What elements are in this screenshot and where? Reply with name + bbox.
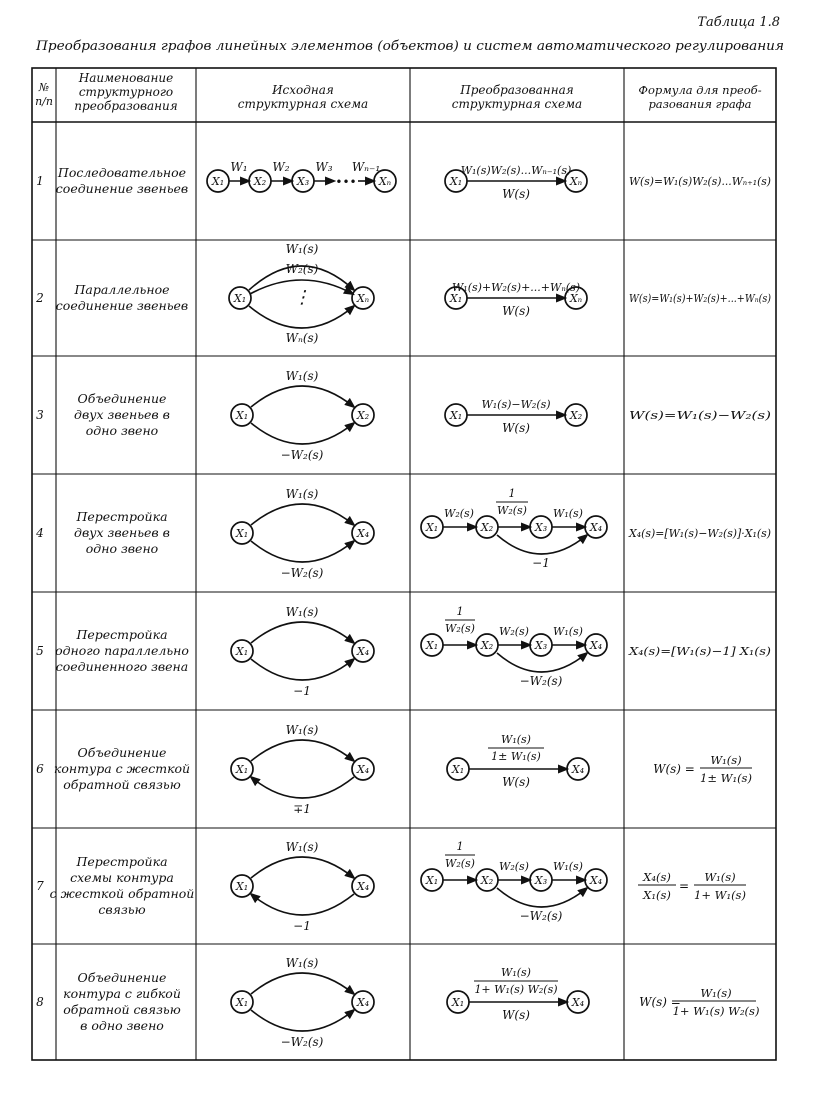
graph-node-label: X₁ — [235, 645, 249, 658]
graph-node-label: Xₙ — [569, 175, 583, 188]
row-number: 8 — [36, 995, 44, 1009]
graph-node — [231, 758, 253, 780]
graph-node-label: X₄ — [356, 645, 370, 658]
graph-node-label: X₄ — [589, 639, 603, 652]
result-graph — [445, 164, 587, 201]
formula-text: W(s)=W₁(s)W₂(s)...Wₙ₊₁(s) — [629, 174, 771, 188]
transform-formula — [653, 753, 752, 785]
transform-formula — [629, 291, 771, 305]
result-graph — [447, 733, 589, 789]
source-graph — [231, 956, 374, 1049]
graph-node-label: Xₙ — [378, 175, 392, 188]
transform-formula — [628, 644, 771, 658]
graph-node-label: X₁ — [235, 763, 249, 776]
graph-node — [447, 758, 469, 780]
graph-node — [530, 516, 552, 538]
graph-edge — [251, 973, 354, 994]
source-graph — [207, 160, 396, 192]
edge-label: W(s) — [502, 304, 530, 318]
table-number: Таблица 1.8 — [697, 15, 780, 30]
fraction-numerator: W₁(s) — [700, 986, 732, 1000]
header-num-line: № — [38, 81, 50, 94]
edge-label: W₁(s) — [285, 723, 319, 737]
edge-label: W(s) — [502, 1008, 530, 1022]
graph-node — [231, 522, 253, 544]
source-graph — [231, 369, 374, 462]
result-graph — [445, 398, 587, 435]
fraction-denominator: W₂(s) — [497, 504, 527, 517]
graph-node-label: X₁ — [235, 409, 249, 422]
transform-formula — [629, 408, 771, 422]
graph-node — [231, 875, 253, 897]
edge-label: W₁(s) — [285, 956, 319, 970]
graph-node — [421, 516, 443, 538]
header-source-line: Исходная — [272, 83, 334, 97]
fraction-numerator: W₁(s) — [501, 733, 531, 746]
graph-node — [476, 516, 498, 538]
header-formula-line: разования графа — [648, 97, 752, 111]
edge-label: Wₙ(s) — [285, 331, 319, 345]
graph-node — [585, 869, 607, 891]
fraction-numerator: 1 — [456, 605, 464, 618]
graph-node-label: X₂ — [480, 639, 494, 652]
graph-node — [231, 991, 253, 1013]
row-number: 5 — [36, 644, 44, 658]
fraction-numerator: W₁(s) — [704, 870, 736, 884]
edge-label: −W₂(s) — [519, 909, 563, 923]
edge-label: W₂(s) — [285, 262, 319, 276]
header-name-line: Наименование — [78, 71, 174, 85]
edge-label: −1 — [293, 684, 311, 698]
row-number: 4 — [36, 526, 44, 540]
header-formula-line: Формула для преоб- — [638, 83, 762, 97]
transform-name: Перестройка — [76, 627, 168, 642]
transform-name: с жесткой обратной — [49, 886, 195, 901]
graph-node — [352, 522, 374, 544]
fraction-denominator: 1± W₁(s) — [491, 750, 541, 763]
source-graph — [231, 605, 374, 698]
fraction-numerator: 1 — [456, 840, 464, 853]
edge-label: W₁(s) — [553, 507, 583, 520]
edge-label: W(s) — [502, 187, 530, 201]
edge-label: −W₂(s) — [280, 1035, 324, 1049]
graph-edge — [251, 386, 354, 407]
edge-label: W₁(s)W₂(s)...Wₙ₋₁(s) — [460, 164, 572, 177]
transform-name: соединение звеньев — [55, 298, 189, 313]
edge-label: −W₂(s) — [280, 448, 324, 462]
graph-node — [352, 287, 374, 309]
table-row — [36, 160, 771, 201]
graph-node — [207, 170, 229, 192]
transform-name: обратной связью — [63, 777, 181, 792]
transform-formula — [629, 174, 771, 188]
graph-node-label: X₄ — [356, 880, 370, 893]
graph-node — [476, 869, 498, 891]
graph-node-label: X₃ — [534, 521, 548, 534]
table-row — [36, 605, 771, 698]
graph-node-label: X₄ — [571, 996, 585, 1009]
table-row — [35, 487, 771, 580]
graph-node — [292, 170, 314, 192]
graph-node-label: X₁ — [449, 175, 463, 188]
transform-name: одно звено — [85, 541, 159, 556]
graph-node — [445, 404, 467, 426]
formula-text: X₄(s)=[W₁(s)−W₂(s)]·X₁(s) — [628, 526, 771, 540]
graph-edge — [251, 857, 354, 878]
graph-node — [447, 991, 469, 1013]
edge-label: W₂(s) — [499, 625, 529, 638]
graph-edge — [251, 1010, 354, 1031]
edge-label: Wₙ₋₁ — [351, 160, 381, 174]
graph-node — [476, 634, 498, 656]
transform-name: обратной связью — [63, 1002, 181, 1017]
graph-edge — [251, 622, 354, 643]
graph-edge — [251, 777, 354, 798]
fraction-numerator: W₁(s) — [710, 753, 742, 767]
transform-name: Объединение — [77, 970, 167, 985]
graph-node-label: X₁ — [449, 409, 463, 422]
transform-name: двух звеньев в — [74, 407, 170, 422]
edge-label: W₂(s) — [444, 507, 474, 520]
header-name-line: структурного — [78, 85, 174, 99]
graph-node-label: X₁ — [451, 996, 465, 1009]
edge-label: W₁(s) — [553, 860, 583, 873]
graph-node — [352, 758, 374, 780]
row-number: 7 — [36, 879, 44, 893]
table-caption: Преобразования графов линейных элементов (объектов) и систем автоматического регулирования — [34, 39, 785, 54]
graph-node-label: X₁ — [211, 175, 225, 188]
result-graph — [447, 966, 589, 1022]
ellipsis-dots: ••• — [335, 175, 357, 189]
edge-label: −1 — [532, 556, 550, 570]
graph-node — [231, 404, 253, 426]
graph-node — [249, 170, 271, 192]
transform-name: схемы контура — [70, 870, 174, 885]
graph-node-label: X₁ — [425, 639, 439, 652]
graph-node — [585, 516, 607, 538]
graph-node — [530, 634, 552, 656]
graph-node-label: X₂ — [253, 175, 267, 188]
graph-node-label: Xₙ — [356, 292, 370, 305]
result-graph — [421, 840, 607, 923]
edge-label: W₁(s) — [285, 487, 319, 501]
table-row — [36, 840, 746, 933]
transform-formula — [638, 870, 746, 902]
formula-text: W(s)=W₁(s)+W₂(s)+...+Wₙ(s) — [629, 291, 771, 305]
graph-edge — [251, 423, 354, 444]
ellipsis-dots: ⋮ — [293, 287, 311, 308]
table-row — [36, 723, 752, 816]
fraction-denominator: 1+ W₁(s) — [694, 888, 746, 902]
row-number: 2 — [36, 291, 44, 305]
fraction-denominator: 1+ W₁(s) W₂(s) — [474, 983, 558, 996]
formula-text: X₄(s)=[W₁(s)−1] X₁(s) — [627, 644, 771, 658]
edge-label: −W₂(s) — [280, 566, 324, 580]
graph-node-label: X₄ — [589, 874, 603, 887]
graph-node — [352, 875, 374, 897]
graph-node-label: X₁ — [233, 292, 247, 305]
graph-node-label: X₂ — [480, 521, 494, 534]
fraction-denominator: W₂(s) — [445, 622, 475, 635]
graph-edge — [251, 541, 354, 562]
transform-name: Объединение — [77, 745, 167, 760]
graph-node-label: X₁ — [235, 996, 249, 1009]
fraction-denominator: 1± W₁(s) — [700, 771, 752, 785]
source-graph — [231, 723, 374, 816]
fraction-numerator: X₄(s) — [643, 870, 671, 884]
graph-node-label: X₁ — [425, 521, 439, 534]
row-number: 3 — [36, 408, 44, 422]
edge-label: W₁(s) — [285, 369, 319, 383]
transform-name: одно звено — [85, 423, 159, 438]
graph-node-label: X₂ — [480, 874, 494, 887]
graph-node-label: X₁ — [425, 874, 439, 887]
transform-name: связью — [98, 902, 146, 917]
transform-name: соединенного звена — [55, 659, 189, 674]
source-graph — [229, 242, 374, 345]
formula-lhs: W(s) = — [639, 995, 681, 1009]
fraction-numerator: 1 — [508, 487, 516, 500]
graph-node — [231, 640, 253, 662]
edge-label: −W₂(s) — [519, 674, 563, 688]
graph-node — [352, 404, 374, 426]
graph-node — [567, 758, 589, 780]
graph-node-label: X₄ — [356, 763, 370, 776]
graph-node-label: X₄ — [571, 763, 585, 776]
table-header — [35, 71, 762, 113]
header-result-line: Преобразованная — [460, 83, 574, 97]
fraction-denominator: X₁(s) — [643, 888, 671, 902]
result-graph — [421, 605, 607, 688]
source-graph — [231, 840, 374, 933]
table-body — [35, 160, 771, 1049]
row-number: 1 — [36, 174, 44, 188]
table-row — [36, 369, 771, 462]
edge-label: W(s) — [502, 775, 530, 789]
graph-node — [229, 287, 251, 309]
table-row — [36, 956, 759, 1049]
edge-label: W₁(s) — [285, 242, 319, 256]
graph-node-label: X₃ — [296, 175, 310, 188]
formula-lhs: W(s) = — [653, 762, 695, 776]
graph-node — [352, 640, 374, 662]
result-graph — [445, 281, 587, 318]
transform-name: Объединение — [77, 391, 167, 406]
transform-name: Параллельное — [74, 282, 170, 297]
row-number: 6 — [36, 762, 44, 776]
graph-node — [567, 991, 589, 1013]
header-num-line: п/п — [35, 95, 53, 108]
edge-label: W₁(s) — [285, 605, 319, 619]
graph-node-label: X₁ — [449, 292, 463, 305]
transform-name: Перестройка — [76, 854, 168, 869]
graph-edge — [251, 659, 354, 680]
result-graph — [421, 487, 607, 570]
transform-name: одного параллельно — [55, 643, 189, 658]
graph-node — [530, 869, 552, 891]
graph-edge — [251, 740, 354, 761]
graph-node-label: X₁ — [235, 880, 249, 893]
transform-name: двух звеньев в — [74, 525, 170, 540]
graph-node-label: X₄ — [356, 996, 370, 1009]
graph-node-label: X₂ — [356, 409, 370, 422]
edge-label: W₁ — [230, 160, 248, 174]
source-graph — [231, 487, 374, 580]
graph-node — [352, 991, 374, 1013]
graph-node-label: X₂ — [569, 409, 583, 422]
graph-node-label: X₃ — [534, 874, 548, 887]
transform-name: контура с жесткой — [53, 761, 191, 776]
edge-label: W₁(s)−W₂(s) — [481, 398, 551, 411]
edge-label: W₂(s) — [499, 860, 529, 873]
graph-node-label: X₁ — [451, 763, 465, 776]
graph-edge — [251, 504, 354, 525]
graph-node — [421, 634, 443, 656]
fraction-numerator: W₁(s) — [501, 966, 531, 979]
edge-label: W(s) — [502, 421, 530, 435]
edge-label: W₃ — [315, 160, 333, 174]
edge-label: W₁(s) — [285, 840, 319, 854]
edge-label: W₁(s)+W₂(s)+...+Wₙ(s) — [451, 281, 581, 294]
graph-node-label: Xₙ — [569, 292, 583, 305]
graph-node — [585, 634, 607, 656]
transform-formula — [639, 986, 759, 1018]
header-name-line: преобразования — [74, 99, 178, 113]
graph-node — [421, 869, 443, 891]
transform-name: контура с гибкой — [63, 986, 181, 1001]
equals-sign: = — [678, 879, 690, 893]
fraction-denominator: 1+ W₁(s) W₂(s) — [672, 1004, 760, 1018]
transform-name: Перестройка — [76, 509, 168, 524]
graph-node — [565, 404, 587, 426]
graph-node-label: X₁ — [235, 527, 249, 540]
edge-label: W₂ — [272, 160, 290, 174]
transform-name: в одно звено — [80, 1018, 164, 1033]
graph-node-label: X₃ — [534, 639, 548, 652]
transform-name: соединение звеньев — [55, 181, 189, 196]
edge-label: W₁(s) — [553, 625, 583, 638]
graph-node-label: X₄ — [589, 521, 603, 534]
graph-edge — [251, 894, 354, 915]
transform-formula — [628, 526, 771, 540]
graph-node-label: X₄ — [356, 527, 370, 540]
formula-text: W(s)=W₁(s)−W₂(s) — [629, 408, 771, 422]
header-result-line: структурная схема — [451, 97, 583, 111]
fraction-denominator: W₂(s) — [445, 857, 475, 870]
edge-label: ∓1 — [293, 802, 311, 816]
edge-label: −1 — [293, 919, 311, 933]
table-row — [35, 242, 771, 345]
header-source-line: структурная схема — [237, 97, 369, 111]
graph-edge — [249, 306, 354, 328]
transform-name: Последовательное — [57, 165, 187, 180]
